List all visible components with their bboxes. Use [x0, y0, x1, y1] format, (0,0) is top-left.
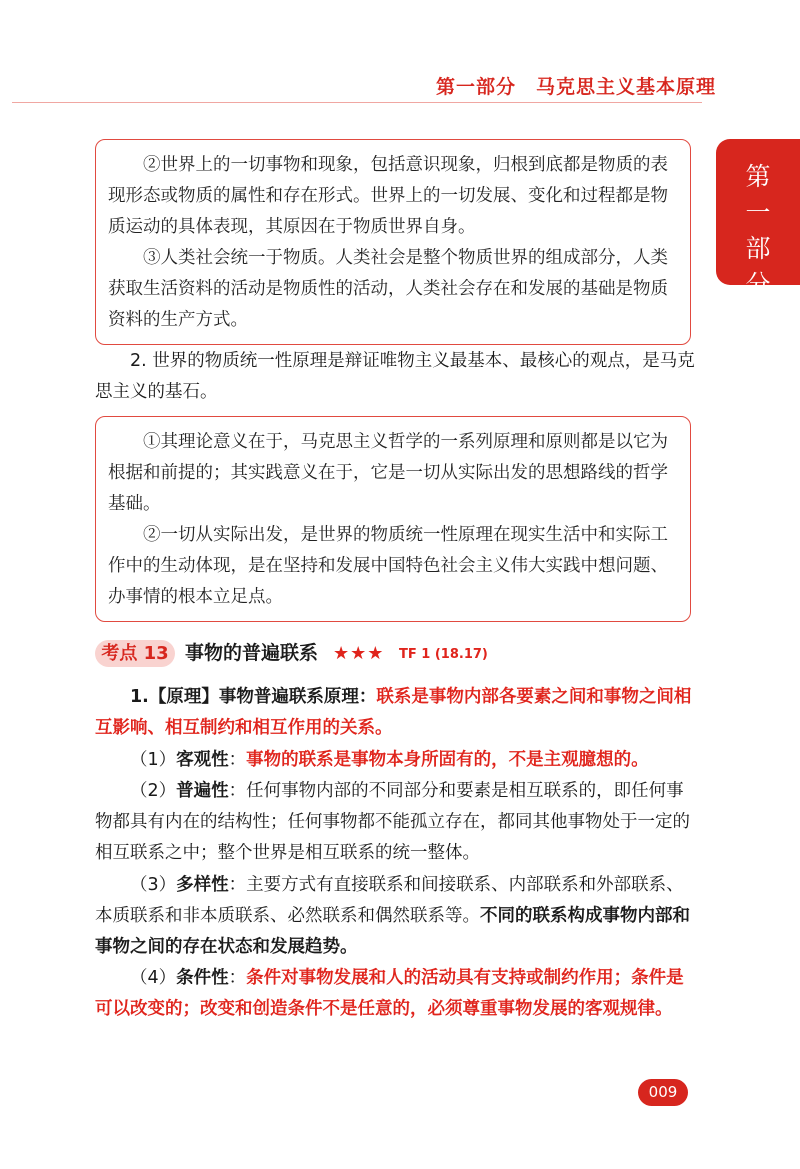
- side-tab-char: 分: [745, 270, 771, 299]
- item-diversity: [95, 870, 699, 963]
- page-header-title: 第一部分 马克思主义基本原理: [436, 76, 717, 98]
- item-red-text: 事物的联系是事物本身所固有的，不是主观臆想的。: [246, 750, 649, 770]
- item-objectivity: [95, 745, 699, 776]
- note-box-1-para-2: ②世界上的一切事物和现象，包括意识现象，归根到底都是物质的表现形态或物质的属性和存在形式。世界上的一切发展、变化和过程都是物质运动的具体表现，其原因在于物质世界自身。: [108, 155, 668, 237]
- side-tab-char: 一: [745, 198, 771, 227]
- item-colon: ：: [228, 750, 247, 770]
- item-number: （4）: [130, 968, 177, 988]
- note-box-2: [95, 416, 691, 622]
- principle-statement: [95, 682, 699, 744]
- item-colon: ：: [228, 875, 247, 895]
- item-key: 客观性: [176, 750, 229, 770]
- kaodian-heading: [95, 640, 695, 668]
- item-text: 任何事物内部的不同部分和要素是相互联系的，即任何事物都具有内在的结构性；任何事物都不能孤立存在，都同其他事物处于一定的相互联系之中；整个世界是相互联系的统一整体。: [95, 781, 690, 863]
- item-universality: [95, 776, 699, 869]
- note-box-1-para-3: ③人类社会统一于物质。人类社会是整个物质世界的组成部分，人类获取生活资料的活动是物质性的活动，人类社会存在和发展的基础是物质资料的生产方式。: [108, 248, 668, 330]
- note-box-2-para-1: ①其理论意义在于，马克思主义哲学的一系列原理和原则都是以它为根据和前提的；其实践意义在于，它是一切从实际出发的思想路线的哲学基础。: [108, 432, 668, 514]
- note-box-1: [95, 139, 691, 345]
- header-rule: [12, 102, 702, 103]
- item-red-text: 条件对事物发展和人的活动具有支持或制约作用；条件是可以改变的；改变和创造条件不是任意的，必须尊重事物发展的客观规律。: [95, 968, 684, 1019]
- exam-frequency-tag: TF 1 (18.17): [399, 647, 488, 662]
- side-tab: [716, 139, 800, 299]
- item-key: 条件性: [176, 968, 229, 988]
- item-number: （1）: [130, 750, 177, 770]
- side-tab-char: 部: [745, 234, 771, 263]
- point-2-statement: 2. 世界的物质统一性原理是辩证唯物主义最基本、最核心的观点，是马克思主义的基石。: [95, 351, 695, 402]
- star-rating-icon: ★★★: [333, 643, 385, 664]
- item-key: 多样性: [176, 875, 229, 895]
- item-text: 主要方式有直接联系和间接联系、内部联系和外部联系、本质联系和非本质联系、必然联系和偶然联系等。: [95, 875, 684, 926]
- item-colon: ：: [228, 781, 247, 801]
- item-number: （3）: [130, 875, 177, 895]
- note-box-2-para-2: ②一切从实际出发，是世界的物质统一性原理在现实生活中和实际工作中的生动体现，是在坚持和发展中国特色社会主义伟大实践中想问题、办事情的根本立足点。: [108, 525, 668, 607]
- item-colon: ：: [228, 968, 247, 988]
- item-conditionality: [95, 963, 699, 1025]
- side-tab-char: 第: [745, 162, 771, 191]
- item-number: （2）: [130, 781, 177, 801]
- principle-definition: 联系是事物内部各要素之间和事物之间相互影响、相互制约和相互作用的关系。: [95, 687, 692, 738]
- kaodian-badge: 考点 13: [95, 640, 175, 667]
- page-number: 009: [638, 1079, 688, 1106]
- item-key: 普遍性: [176, 781, 229, 801]
- kaodian-title: 事物的普遍联系: [185, 642, 319, 664]
- item-bold-text: 不同的联系构成事物内部和事物之间的存在状态和发展趋势。: [95, 906, 690, 957]
- principle-lead: 1.【原理】事物普遍联系原理：: [130, 687, 377, 707]
